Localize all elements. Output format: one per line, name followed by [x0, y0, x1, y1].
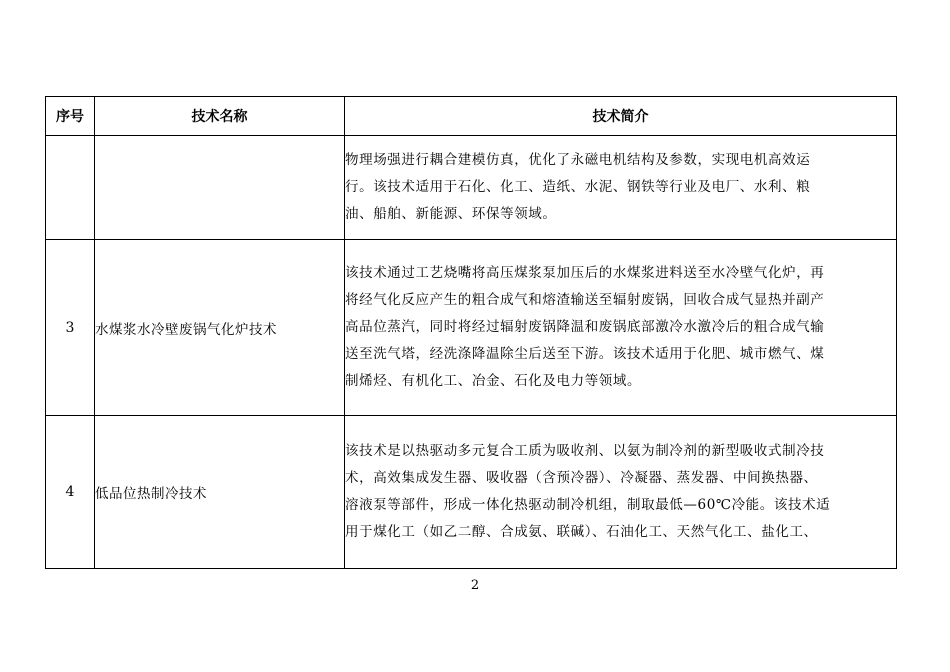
row-description-cell [345, 136, 897, 240]
row-number-cell [46, 136, 95, 240]
description-line: 溶液泵等部件，形成一体化热驱动制冷机组，制取最低—60℃冷能。该技术适 [345, 497, 831, 513]
technology-table [45, 96, 897, 569]
row-number-cell: 4 [46, 416, 95, 569]
row-name-cell: 低品位热制冷技术 [95, 416, 345, 569]
row-description-cell [345, 416, 897, 569]
description-line: 送至洗气塔，经洗涤降温除尘后送至下游。该技术适用于化肥、城市燃气、煤 [345, 346, 825, 362]
table-row [46, 240, 897, 416]
header-name: 技术名称 [95, 97, 345, 136]
description-line: 将经气化反应产生的粗合成气和熔渣输送至辐射废锅，回收合成气显热并副产 [345, 292, 825, 308]
description-line: 物理场强进行耦合建模仿真，优化了永磁电机结构及参数，实现电机高效运 [345, 152, 811, 168]
description-line: 该技术是以热驱动多元复合工质为吸收剂、以氨为制冷剂的新型吸收式制冷技 [345, 443, 825, 459]
description-line: 制烯烃、有机化工、冶金、石化及电力等领域。 [345, 373, 642, 389]
row-name-cell: 水煤浆水冷壁废锅气化炉技术 [95, 240, 345, 416]
row-description-cell [345, 240, 897, 416]
description-line: 用于煤化工（如乙二醇、合成氨、联碱）、石油化工、天然气化工、盐化工、 [345, 524, 818, 540]
table-row [46, 416, 897, 569]
description-line: 行。该技术适用于石化、化工、造纸、水泥、钢铁等行业及电厂、水利、粮 [345, 179, 811, 195]
row-number-cell: 3 [46, 240, 95, 416]
page-number: 2 [470, 578, 480, 593]
description-line: 油、船舶、新能源、环保等领域。 [345, 206, 557, 222]
header-number: 序号 [46, 97, 95, 136]
description-line: 高品位蒸汽，同时将经过辐射废锅降温和废锅底部激冷水激冷后的粗合成气输 [345, 319, 825, 335]
header-description: 技术简介 [345, 97, 897, 136]
table-row [46, 136, 897, 240]
row-name-cell [95, 136, 345, 240]
description-line: 术，高效集成发生器、吸收器（含预冷器）、冷凝器、蒸发器、中间换热器、 [345, 470, 818, 486]
description-line: 该技术通过工艺烧嘴将高压煤浆泵加压后的水煤浆进料送至水冷壁气化炉，再 [345, 265, 825, 281]
table-header-row [46, 97, 897, 136]
